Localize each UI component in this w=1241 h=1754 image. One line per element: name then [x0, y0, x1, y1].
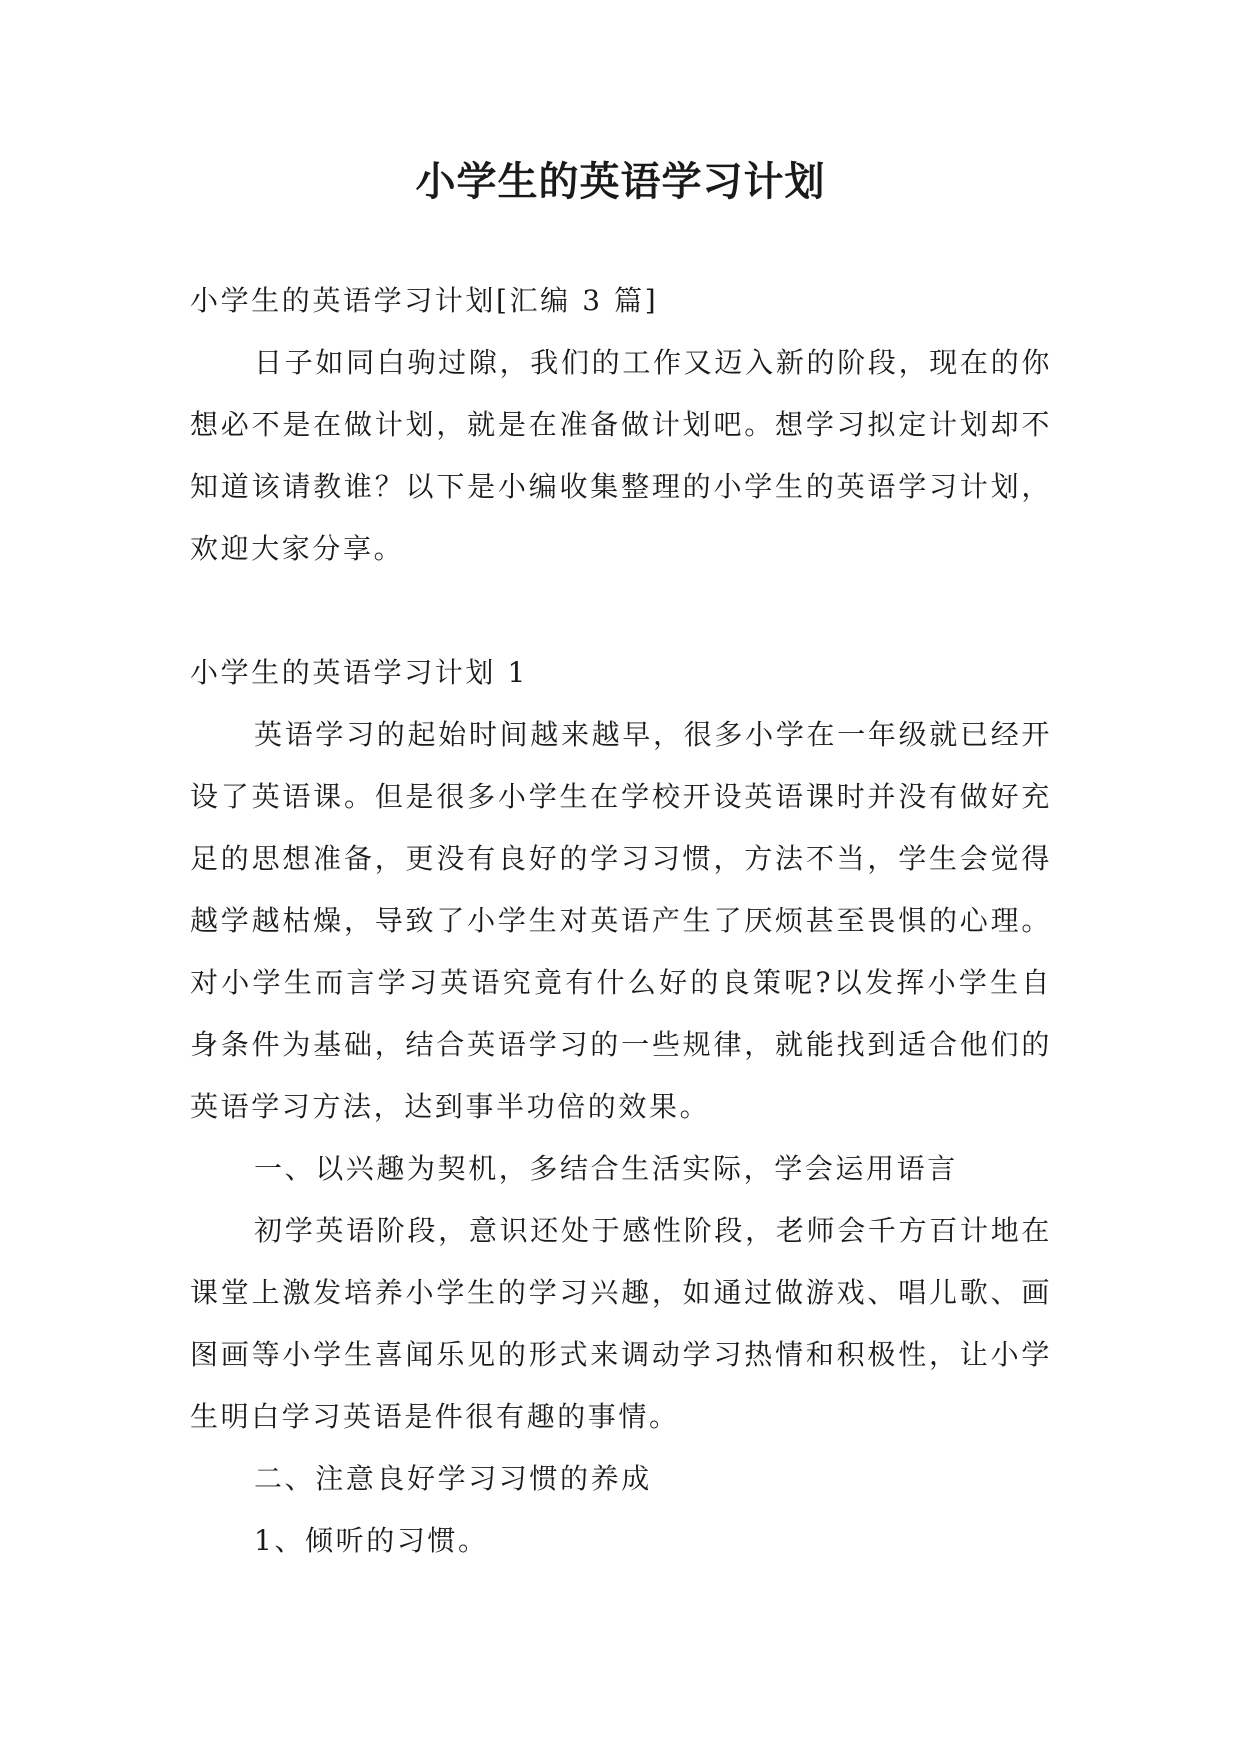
document-body: [190, 270, 1052, 1572]
paragraph-gap: [190, 580, 1052, 642]
list-item: 1、倾听的习惯。: [254, 1524, 489, 1557]
document-subtitle: 小学生的英语学习计划[汇编 3 篇]: [190, 284, 659, 317]
section-paragraph: 英语学习的起始时间越来越早，很多小学在一年级就已经开设了英语课。但是很多小学生在学校开设英语课时并没有做好充足的思想准备，更没有良好的学习习惯，方法不当，学生会觉得越学越枯燥，导致了小学生对英语产生了厌烦甚至畏惧的心理。对小学生而言学习英语究竟有什么好的良策呢?以发挥小学生自身条件为基础，结合英语学习的一些规律，就能找到适合他们的英语学习方法，达到事半功倍的效果。: [190, 718, 1052, 1123]
section-heading: 小学生的英语学习计划 1: [190, 656, 528, 689]
point-paragraph: 初学英语阶段，意识还处于感性阶段，老师会千方百计地在课堂上激发培养小学生的学习兴趣，如通过做游戏、唱儿歌、画图画等小学生喜闻乐见的形式来调动学习热情和积极性，让小学生明白学习英语是件很有趣的事情。: [190, 1214, 1052, 1433]
document-title: 小学生的英语学习计划: [415, 158, 826, 205]
intro-paragraph: 日子如同白驹过隙，我们的工作又迈入新的阶段，现在的你想必不是在做计划，就是在准备做计划吧。想学习拟定计划却不知道该请教谁？以下是小编收集整理的小学生的英语学习计划，欢迎大家分享。: [190, 346, 1052, 565]
point-heading: 一、以兴趣为契机，多结合生活实际，学会运用语言: [254, 1152, 958, 1185]
point-heading: 二、注意良好学习习惯的养成: [254, 1462, 652, 1495]
